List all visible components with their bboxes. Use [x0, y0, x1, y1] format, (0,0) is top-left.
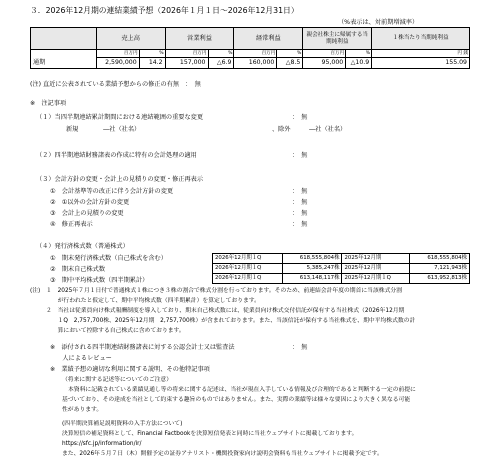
value-operating-income-pct: △6.9	[208, 58, 234, 69]
item3-line3-value: ： 無	[292, 210, 308, 217]
ir-url-link[interactable]: https://sfc.jp/information/ir/	[62, 441, 142, 447]
item2-value: ： 無	[292, 152, 308, 159]
value-eps: 155.09	[372, 58, 470, 69]
supplementary-title: (四半期決算補足説明資料の入手方法について)	[62, 421, 183, 427]
shares-cell: 618,555,804株	[282, 254, 342, 264]
unit-cell: 百万円	[165, 50, 208, 58]
supplementary-line: 決算短信の補足資料として、Financial Factbookを決算短信発表と同時に当社ウェブサイトに掲載しております。	[62, 431, 358, 437]
unit-cell: 百万円	[303, 50, 346, 58]
shares-table	[212, 253, 470, 284]
forecast-table	[30, 27, 470, 69]
forward-looking-line: 本資料に記載されている業績見通し等の将来に関する記述は、当社が現在入手している情報及び合理的であると判断する一定の前提に	[68, 387, 416, 393]
header-ordinary-income: 経常利益	[234, 28, 303, 50]
pct-note: （%表示は、対前期増減率）	[338, 19, 419, 26]
period-cell: 2026年12月期１Q	[213, 254, 283, 264]
header-eps: １株当たり当期純利益	[372, 28, 470, 50]
item3-line2-value: ： 無	[292, 199, 308, 206]
item1-value: ： 無	[292, 114, 308, 121]
item1-new: 新規 ―社（社名）	[66, 126, 141, 133]
footnote-line: ２ 当社は従業員向け株式報酬制度を導入しており、期末自己株式数には、従業員向け株式交付信託が保有する当社株式（2026年12月期	[46, 308, 405, 314]
value-operating-income: 157,000	[165, 58, 208, 69]
forward-looking-line: 基づいており、その達成を当社として約束する趣旨のものではありません。また、実際の業績等は様々な要因により大きく異なる可能	[62, 397, 411, 403]
shares-cell: 7,121,943株	[410, 264, 470, 274]
unit-cell: %	[277, 50, 303, 58]
forecast-heading: ３．2026年12月期の連結業績予想（2026年１月１日～2026年12月31日）	[30, 6, 299, 15]
unit-cell: 円 銭	[372, 50, 470, 58]
header-blank	[31, 28, 97, 50]
revision-note: (注) 直近に公表されている業績予想からの修正の有無 ： 無	[30, 81, 201, 88]
unit-cell: %	[346, 50, 372, 58]
value-net-income: 95,000	[303, 58, 346, 69]
unit-cell: %	[139, 50, 165, 58]
header-operating-income: 営業利益	[165, 28, 234, 50]
forward-looking-line: 性があります。	[62, 407, 103, 413]
footnote-line: が行われたと仮定して、期中平均株式数（四半期累計）を算定しております。	[46, 298, 260, 304]
item1-exclusion: 、除外 ―社（社名）	[272, 126, 347, 133]
period-cell: 2025年12月期１Q	[342, 274, 410, 284]
unit-cell: 百万円	[96, 50, 139, 58]
period-cell: 2026年12月期１Q	[213, 264, 283, 274]
shares-row3-label: ③ 期中平均株式数（四半期累計）	[50, 277, 149, 284]
period-cell: 2025年12月期	[342, 264, 410, 274]
table-row	[213, 274, 470, 284]
value-sales: 2,590,000	[96, 58, 139, 69]
period-cell: 2026年12月期１Q	[213, 274, 283, 284]
forward-looking-subtitle: （将来に関する記述等についてのご注意）	[62, 377, 173, 383]
footnote-label: (注)	[30, 288, 41, 294]
item1-title: （１）当四半期連結累計期間における連結範囲の重要な変更	[36, 114, 204, 121]
item3-line1: ① 会計基準等の改正に伴う会計方針の変更	[50, 188, 174, 195]
item3-line4-value: ： 無	[292, 221, 308, 228]
header-net-income: 親会社株主に帰属する当期純利益	[303, 28, 372, 50]
footnote-line: １Q 2,757,700株、2025年12月期 2,757,700株）が含まれております。また、当該信託が保有する当社株式を、期中平均株式数の計	[46, 318, 416, 324]
item3-line4: ④ 修正再表示	[50, 221, 93, 228]
supplementary-line: また、2026年５月７日（木）開催予定の証券アナリスト・機関投資家向け説明会資料も当社ウェブサイトに掲載予定です。	[62, 451, 383, 457]
item3-line1-value: ： 無	[292, 188, 308, 195]
header-sales: 売上高	[96, 28, 165, 50]
unit-cell: %	[208, 50, 234, 58]
review-line1: ※ 添付される四半期連結財務諸表に対する公認会計士又は監査法	[50, 344, 235, 351]
item4-title: （４）発行済株式数（普通株式）	[36, 243, 129, 250]
value-sales-pct: 14.2	[139, 58, 165, 69]
value-net-income-pct: △10.9	[346, 58, 372, 69]
unit-cell: 百万円	[234, 50, 277, 58]
period-cell: 2025年12月期	[342, 254, 410, 264]
item2-title: （２）四半期連結財務諸表の作成に特有の会計処理の適用	[36, 152, 197, 159]
table-row	[213, 254, 470, 264]
item3-line3: ③ 会計上の見積りの変更	[50, 210, 124, 217]
table-row	[213, 264, 470, 274]
value-ordinary-income-pct: △8.5	[277, 58, 303, 69]
footnote-line: １ 2025年７月１日付で普通株式１株につき３株の割合で株式分割を行っております。そのため、前連結会計年度の期首に当該株式分割	[46, 288, 402, 294]
shares-cell: 613,952,813株	[410, 274, 470, 284]
item3-title: （３）会計方針の変更・会計上の見積りの変更・修正再表示	[36, 176, 204, 183]
notes-heading: ※ 注記事項	[30, 100, 67, 107]
proper-use-title: ※ 業績予想の適切な利用に関する説明、その他特記事項	[50, 366, 210, 373]
value-ordinary-income: 160,000	[234, 58, 277, 69]
review-value: ： 無	[292, 344, 308, 351]
row-label-full-year: 通期	[31, 50, 97, 69]
shares-cell: 618,555,804株	[410, 254, 470, 264]
review-line2: 人によるレビュー	[50, 355, 112, 362]
footnote-line: 算において控除する自己株式に含めております。	[46, 328, 185, 334]
shares-row2-label: ② 期末自己株式数	[50, 266, 106, 273]
shares-cell: 5,385,247株	[282, 264, 342, 274]
shares-row1-label: ① 期末発行済株式数（自己株式を含む）	[50, 255, 167, 262]
item3-line2: ② ①以外の会計方針の変更	[50, 199, 130, 206]
shares-cell: 613,148,117株	[282, 274, 342, 284]
